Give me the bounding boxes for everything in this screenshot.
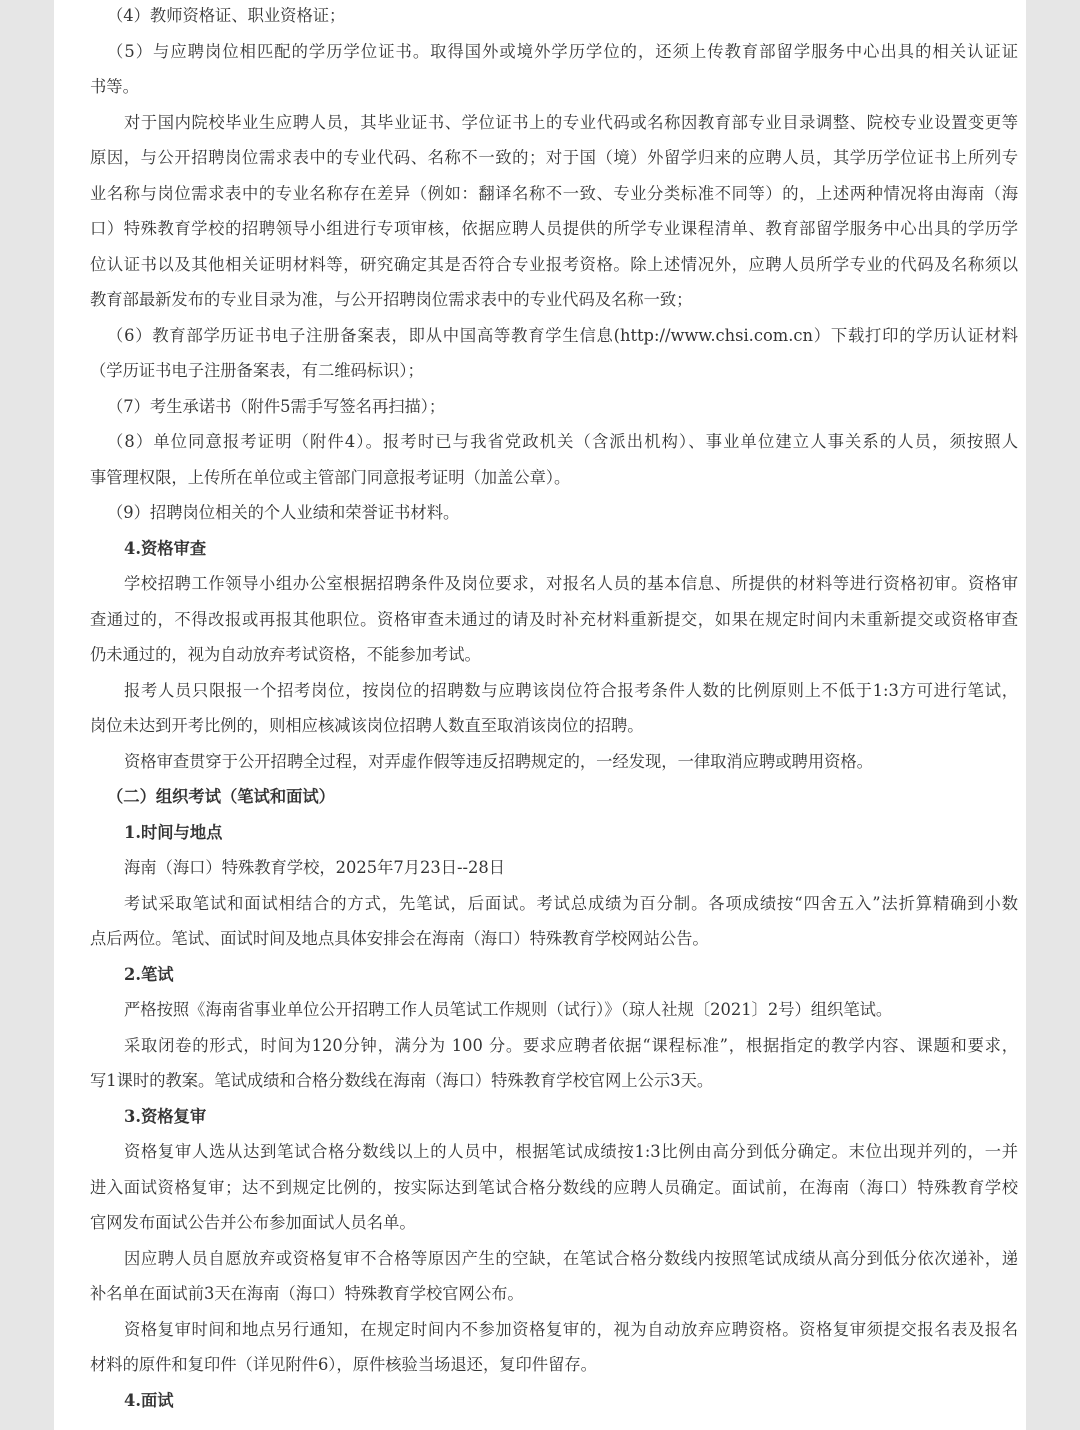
text-line: 采取闭卷的形式，时间为120分钟，满分为 100 分。要求应聘者依据“课程标准”，根据指定的教学内容、课题和要求， bbox=[124, 1036, 1018, 1055]
text-line: 因应聘人员自愿放弃或资格复审不合格等原因产生的空缺，在笔试合格分数线内按照笔试成绩从高分到低分依次递补，递 bbox=[124, 1249, 1018, 1268]
text-line: 报考人员只限报一个招考岗位，按岗位的招聘数与应聘该岗位符合报考条件人数的比例原则上不低于1:3方可进行笔试， bbox=[124, 681, 1018, 700]
section-heading: 1.时间与地点 bbox=[124, 823, 223, 842]
text-line: 海南（海口）特殊教育学校，2025年7月23日--28日 bbox=[124, 858, 506, 877]
text-line: （5）与应聘岗位相匹配的学历学位证书。取得国外或境外学历学位的，还须上传教育部留学服务中心出具的相关认证证 bbox=[107, 42, 1018, 61]
text-line: 资格审查贯穿于公开招聘全过程，对弄虚作假等违反招聘规定的，一经发现，一律取消应聘或聘用资格。 bbox=[124, 752, 873, 771]
text-line: 点后两位。笔试、面试时间及地点具体安排会在海南（海口）特殊教育学校网站公告。 bbox=[90, 929, 709, 948]
document-page bbox=[54, 0, 1026, 1430]
section-heading: 4.面试 bbox=[124, 1391, 174, 1410]
text-line: 对于国内院校毕业生应聘人员，其毕业证书、学位证书上的专业代码或名称因教育部专业目录调整、院校专业设置变更等 bbox=[124, 113, 1018, 132]
section-heading: 2.笔试 bbox=[124, 965, 174, 984]
text-line: （4）教师资格证、职业资格证； bbox=[107, 6, 346, 25]
text-line: 原因，与公开招聘岗位需求表中的专业代码、名称不一致的；对于国（境）外留学归来的应聘人员，其学历学位证书上所列专 bbox=[90, 148, 1018, 167]
section-heading: （二）组织考试（笔试和面试） bbox=[107, 787, 335, 806]
section-heading: 4.资格审查 bbox=[124, 539, 207, 558]
section-heading: 3.资格复审 bbox=[124, 1107, 207, 1126]
text-line: （8）单位同意报考证明（附件4）。报考时已与我省党政机关（含派出机构）、事业单位建立人事关系的人员，须按照人 bbox=[107, 432, 1018, 451]
text-line: 教育部最新发布的专业目录为准，与公开招聘岗位需求表中的专业代码及名称一致； bbox=[90, 290, 693, 309]
text-line: 业名称与岗位需求表中的专业名称存在差异（例如：翻译名称不一致、专业分类标准不同等）的，上述两种情况将由海南（海 bbox=[90, 184, 1018, 203]
text-line: 事管理权限，上传所在单位或主管部门同意报考证明（加盖公章）。 bbox=[90, 468, 571, 487]
text-line: 补名单在面试前3天在海南（海口）特殊教育学校官网公布。 bbox=[90, 1284, 524, 1303]
text-line: 位认证书以及其他相关证明材料等，研究确定其是否符合专业报考资格。除上述情况外，应聘人员所学专业的代码及名称须以 bbox=[90, 255, 1018, 274]
text-line: （学历证书电子注册备案表，有二维码标识）； bbox=[90, 361, 424, 380]
text-line: 岗位未达到开考比例的，则相应核减该岗位招聘人数直至取消该岗位的招聘。 bbox=[90, 716, 644, 735]
text-line: 资格复审人选从达到笔试合格分数线以上的人员中，根据笔试成绩按1:3比例由高分到低分确定。末位出现并列的，一并 bbox=[124, 1142, 1018, 1161]
text-line: 书等。 bbox=[90, 77, 139, 96]
text-line: （7）考生承诺书（附件5需手写签名再扫描）； bbox=[107, 397, 446, 416]
text-line: 严格按照《海南省事业单位公开招聘工作人员笔试工作规则（试行）》（琼人社规〔2021〕2号）组织笔试。 bbox=[124, 1000, 893, 1019]
text-line: （9）招聘岗位相关的个人业绩和荣誉证书材料。 bbox=[107, 503, 460, 522]
text-line: 考试采取笔试和面试相结合的方式，先笔试，后面试。考试总成绩为百分制。各项成绩按“四舍五入”法折算精确到小数 bbox=[124, 894, 1018, 913]
text-line: 资格复审时间和地点另行通知，在规定时间内不参加资格复审的，视为自动放弃应聘资格。资格复审须提交报名表及报名 bbox=[124, 1320, 1018, 1339]
text-line: 口）特殊教育学校的招聘领导小组进行专项审核，依据应聘人员提供的所学专业课程清单、教育部留学服务中心出具的学历学 bbox=[90, 219, 1018, 238]
text-line: 仍未通过的，视为自动放弃考试资格，不能参加考试。 bbox=[90, 645, 481, 664]
text-line: 材料的原件和复印件（详见附件6），原件核验当场退还，复印件留存。 bbox=[90, 1355, 597, 1374]
text-line: 查通过的，不得改报或再报其他职位。资格审查未通过的请及时补充材料重新提交，如果在规定时间内未重新提交或资格审查 bbox=[90, 610, 1018, 629]
text-line: （6）教育部学历证书电子注册备案表，即从中国高等教育学生信息(http://www.chsi.com.cn）下载打印的学历认证材料 bbox=[107, 326, 1018, 345]
text-line: 写1课时的教案。笔试成绩和合格分数线在海南（海口）特殊教育学校官网上公示3天。 bbox=[90, 1071, 714, 1090]
text-line: 进入面试资格复审；达不到规定比例的，按实际达到笔试合格分数线的应聘人员确定。面试前，在海南（海口）特殊教育学校 bbox=[90, 1178, 1018, 1197]
text-line: 官网发布面试公告并公布参加面试人员名单。 bbox=[90, 1213, 416, 1232]
text-line: 学校招聘工作领导小组办公室根据招聘条件及岗位要求，对报名人员的基本信息、所提供的材料等进行资格初审。资格审 bbox=[124, 574, 1018, 593]
